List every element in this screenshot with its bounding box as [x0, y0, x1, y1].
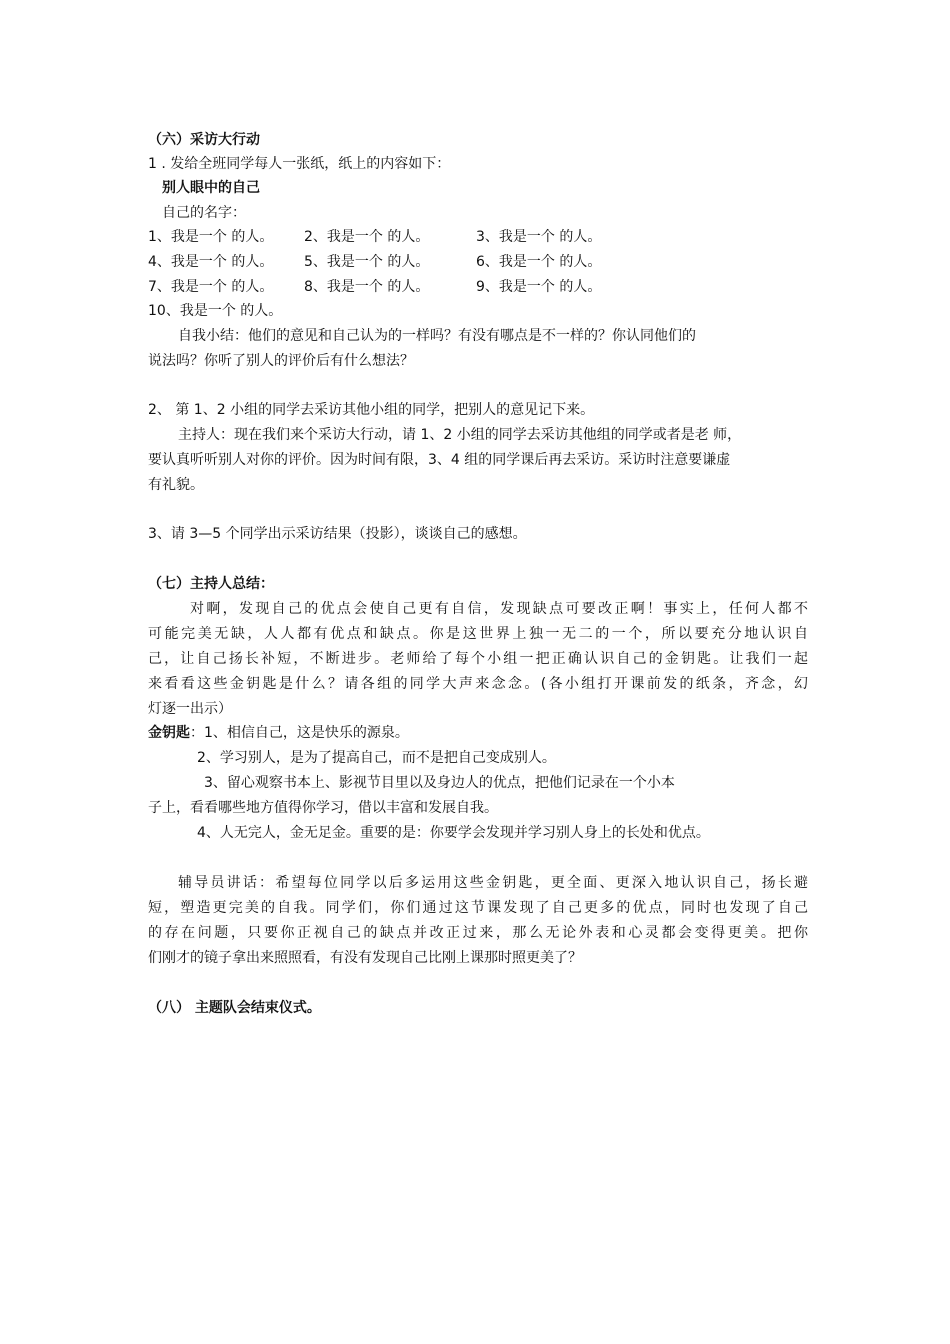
item-2-text: 2、 第 1、2 小组的同学去采访其他小组的同学，把别人的意见记下来。 — [148, 402, 595, 418]
statement-4: 4、我是一个 的人。 — [148, 254, 274, 270]
statement-6: 6、我是一个 的人。 — [476, 254, 602, 270]
form-title: 别人眼中的自己 — [162, 180, 260, 196]
statement-row — [148, 225, 601, 249]
statement-8: 8、我是一个 的人。 — [304, 279, 430, 295]
golden-key-1-text: ：1、相信自己，这是快乐的源泉。 — [190, 725, 409, 741]
item-3-text: 3、请 3—5 个同学出示采访结果（投影），谈谈自己的感想。 — [148, 526, 527, 542]
host-line: 要认真听听别人对你的评价。因为时间有限，3、4 组的同学课后再去采访。采访时注意要谦虚 — [148, 452, 731, 468]
golden-keys-label: 金钥匙 — [148, 725, 190, 741]
self-summary-line: 自我小结：他们的意见和自己认为的一样吗？有没有哪点是不一样的？你认同他们的 — [178, 328, 696, 344]
statement-2: 2、我是一个 的人。 — [304, 229, 430, 245]
golden-key-3-cont: 子上，看看哪些地方值得你学习，借以丰富和发展自我。 — [148, 800, 498, 816]
counselor-speech-line: 辅导员讲话：希望每位同学以后多运用这些金钥匙，更全面、更深入地认识自己，扬长避 — [178, 875, 808, 891]
counselor-speech-line: 们刚才的镜子拿出来照照看，有没有发现自己比刚上课那时照更美了？ — [148, 950, 582, 966]
golden-key-2: 2、学习别人，是为了提高自己，而不是把自己变成别人。 — [197, 750, 556, 766]
host-line: 有礼貌。 — [148, 477, 204, 493]
statement-3: 3、我是一个 的人。 — [476, 229, 602, 245]
name-label: 自己的名字： — [162, 205, 246, 221]
summary-paragraph-line: 对啊，发现自己的优点会使自己更有自信，发现缺点可要改正啊！事实上，任何人都不 — [190, 601, 808, 617]
golden-key-3: 3、留心观察书本上、影视节目里以及身边人的优点，把他们记录在一个小本 — [204, 775, 675, 791]
counselor-speech-line: 短，塑造更完美的自我。同学们，你们通过这节课发现了自己更多的优点，同时也发现了自己 — [148, 900, 808, 916]
summary-paragraph-line: 可能完美无缺，人人都有优点和缺点。你是这世界上独一无二的一个，所以要充分地认识自 — [148, 626, 808, 642]
statement-10: 10、我是一个 的人。 — [148, 303, 283, 319]
counselor-speech-line: 的存在问题，只要你正视自己的缺点并改正过来，那么无论外表和心灵都会变得更美。把你 — [148, 925, 808, 941]
golden-key-4: 4、人无完人，金无足金。重要的是：你要学会发现并学习别人身上的长处和优点。 — [197, 825, 710, 841]
self-summary-line: 说法吗？你听了别人的评价后有什么想法？ — [148, 353, 414, 369]
section-6-title: （六）采访大行动 — [148, 132, 260, 148]
statement-7: 7、我是一个 的人。 — [148, 279, 274, 295]
statement-9: 9、我是一个 的人。 — [476, 279, 602, 295]
statement-row — [148, 250, 601, 274]
statement-row — [148, 275, 601, 299]
section-7-title: （七）主持人总结： — [148, 576, 274, 592]
golden-key-1 — [148, 721, 409, 745]
statement-1: 1、我是一个 的人。 — [148, 229, 274, 245]
summary-paragraph-line: 己，让自己扬长补短，不断进步。老师给了每个小组一把正确认识自己的金钥匙。让我们一起 — [148, 651, 808, 667]
item-1-text: 1 . 发给全班同学每人一张纸，纸上的内容如下： — [148, 156, 451, 172]
summary-paragraph-line: 来看看这些金钥匙是什么？请各组的同学大声来念念。(各小组打开课前发的纸条，齐念，幻 — [148, 676, 808, 692]
host-line: 主持人：现在我们来个采访大行动，请 1、2 小组的同学去采访其他组的同学或者是老 师， — [178, 427, 742, 443]
statement-5: 5、我是一个 的人。 — [304, 254, 430, 270]
section-8-title: （八） 主题队会结束仪式。 — [148, 1000, 321, 1016]
summary-paragraph-line: 灯逐一出示） — [148, 701, 232, 717]
